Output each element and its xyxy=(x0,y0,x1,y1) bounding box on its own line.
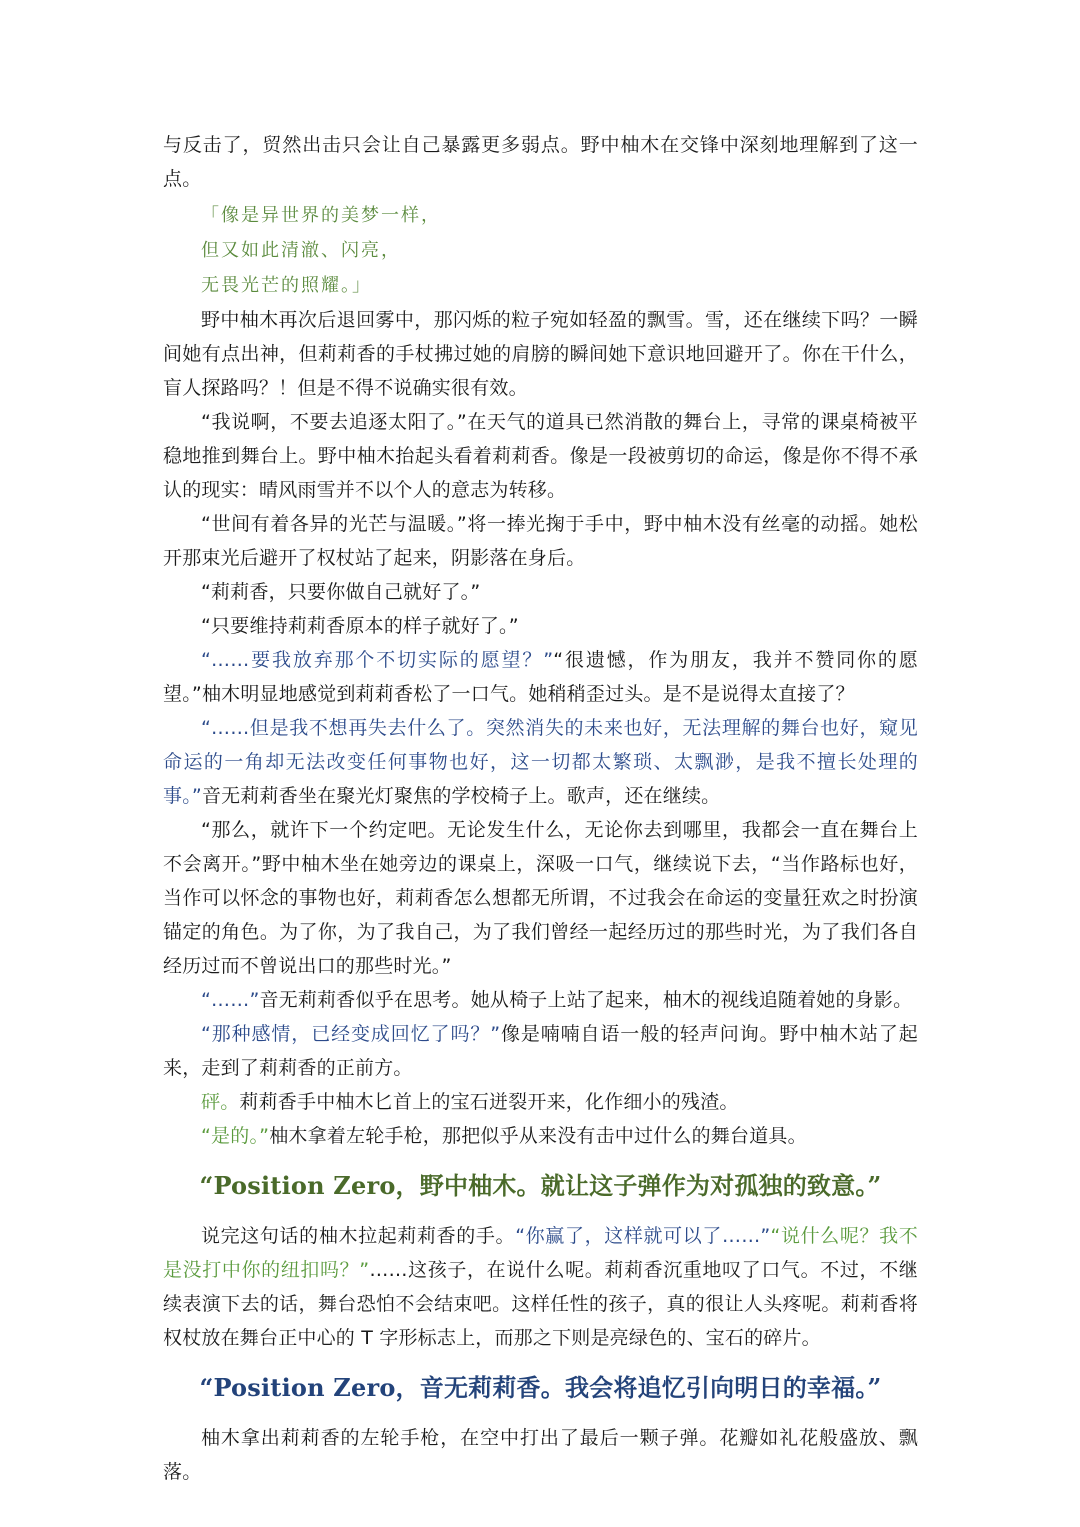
paragraph-text: 说完这句话的柚木拉起莉莉香的手。 xyxy=(201,1225,516,1247)
poem-line: 无畏光芒的照耀。」 xyxy=(201,275,372,296)
paragraph: “只要维持莉莉香原本的样子就好了。” xyxy=(201,615,519,637)
dialogue-blue: “你赢了，这样就可以了……” xyxy=(515,1225,771,1247)
dialogue-blue: “……要我放弃那个不切实际的愿望？” xyxy=(201,649,554,671)
paragraph xyxy=(163,643,918,711)
paragraph: “莉莉香，只要你做自己就好了。” xyxy=(201,581,481,603)
paragraph-text: “很遗憾，作为朋友，我并不赞同你的愿望。”柚木明显地感觉到莉莉香松了一口气。她稍稍歪过头。是不是说得太直接了？ xyxy=(163,649,918,705)
paragraph-text: 像是喃喃自语一般的轻声问询。野中柚木站了起来，走到了莉莉香的正前方。 xyxy=(163,1023,918,1079)
dialogue-green: 砰。 xyxy=(201,1091,240,1113)
paragraph-text: 音无莉莉香坐在聚光灯聚焦的学校椅子上。歌声，还在继续。 xyxy=(201,785,721,807)
paragraph xyxy=(163,983,918,1017)
paragraph: 野中柚木再次后退回雾中，那闪烁的粒子宛如轻盈的飘雪。雪，还在继续下吗？一瞬间她有点出神，但莉莉香的手杖拂过她的肩膀的瞬间她下意识地回避开了。你在干什么，盲人探路吗？！但是不得不说确实很有效。 xyxy=(163,309,918,399)
section-heading: “Position Zero，野中柚木。就让这子弹作为对孤独的致意。” xyxy=(199,1171,882,1200)
paragraph: 柚木拿出莉莉香的左轮手枪，在空中打出了最后一颗子弹。花瓣如礼花般盛放、飘落。 xyxy=(163,1427,918,1483)
dialogue-blue: “……但是我不想再失去什么了。突然消失的未来也好，无法理解的舞台也好，窥见命运的一角却无法改变任何事物也好，这一切都太繁琐、太飘渺，是我不擅长处理的事。” xyxy=(163,717,918,807)
paragraph: 与反击了，贸然出击只会让自己暴露更多弱点。野中柚木在交锋中深刻地理解到了这一点。 xyxy=(163,134,918,190)
paragraph: “我说啊，不要去追逐太阳了。”在天气的道具已然消散的舞台上，寻常的课桌椅被平稳地推到舞台上。野中柚木抬起头看着莉莉香。像是一段被剪切的命运，像是你不得不承认的现实：晴风雨雪并不以个人的意志为转移。 xyxy=(163,411,918,501)
section-heading: “Position Zero，音无莉莉香。我会将追忆引向明日的幸福。” xyxy=(199,1373,882,1402)
paragraph xyxy=(163,1219,918,1355)
paragraph xyxy=(163,1017,918,1085)
dialogue-green: “是的。” xyxy=(201,1125,270,1147)
poem-line: 但又如此清澈、闪亮， xyxy=(201,240,401,261)
paragraph-text: 音无莉莉香似乎在思考。她从椅子上站了起来，柚木的视线追随着她的身影。 xyxy=(259,989,913,1011)
document-page xyxy=(163,128,918,1489)
paragraph-text: 柚木拿着左轮手枪，那把似乎从来没有击中过什么的舞台道具。 xyxy=(269,1125,807,1147)
dialogue-blue: “……” xyxy=(201,989,260,1011)
dialogue-green: “说什么呢？我不是没打中你的纽扣吗？” xyxy=(163,1225,918,1281)
dialogue-blue: “那种感情，已经变成回忆了吗？” xyxy=(201,1023,501,1045)
paragraph-text: 莉莉香手中柚木匕首上的宝石迸裂开来，化作细小的残渣。 xyxy=(239,1091,739,1113)
paragraph xyxy=(163,711,918,813)
poem-line: 「像是异世界的美梦一样， xyxy=(201,205,441,226)
paragraph xyxy=(163,1085,918,1119)
paragraph: “那么，就许下一个约定吧。无论发生什么，无论你去到哪里，我都会一直在舞台上不会离开。”野中柚木坐在她旁边的课桌上，深吸一口气，继续说下去，“当作路标也好，当作可以怀念的事物也好，莉莉香怎么想都无所谓，不过我会在命运的变量狂欢之时扮演锚定的角色。为了你，为了我自己，为了我们曾经一起经历过的那些时光，为了我们各自经历过而不曾说出口的那些时光。” xyxy=(163,819,918,977)
paragraph: “世间有着各异的光芒与温暖。”将一捧光掬于手中，野中柚木没有丝毫的动摇。她松开那束光后避开了权杖站了起来，阴影落在身后。 xyxy=(163,513,918,569)
paragraph-text: ……这孩子，在说什么呢。莉莉香沉重地叹了口气。不过，不继续表演下去的话，舞台恐怕不会结束吧。这样任性的孩子，真的很让人头疼呢。莉莉香将权杖放在舞台正中心的 T 字形标志上，而那之下则是亮绿色的、宝石的碎片。 xyxy=(163,1259,918,1349)
paragraph xyxy=(163,1119,918,1153)
